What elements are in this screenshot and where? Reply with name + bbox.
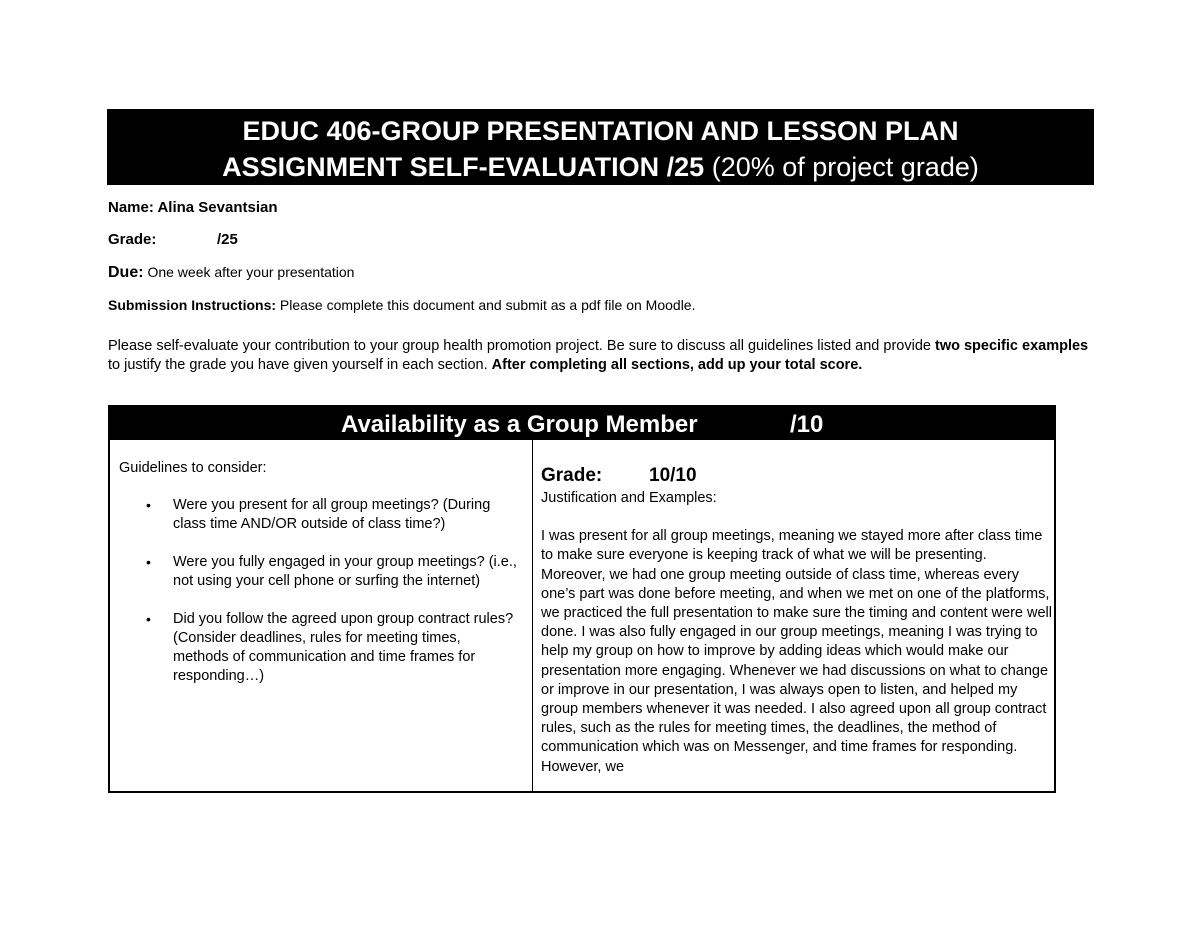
section-header (110, 407, 1054, 440)
grade-row (108, 231, 238, 248)
bullet-icon: • (146, 554, 151, 570)
bullet-icon: • (146, 611, 151, 627)
guideline-text: Did you follow the agreed upon group contract rules? (Consider deadlines, rules for meeting times, methods of communication and time frames for responding…) (173, 611, 514, 684)
due-row (108, 264, 354, 282)
section-score: /10 (790, 411, 824, 438)
section-grade-label: Grade: (541, 465, 603, 486)
list-item (119, 610, 519, 686)
intro-paragraph (108, 337, 1098, 375)
section-title: Availability as a Group Member (341, 411, 698, 438)
title-banner (107, 109, 1094, 185)
title-weight-note: (20% of project grade) (704, 152, 979, 182)
document-title-line1: EDUC 406-GROUP PRESENTATION AND LESSON PLAN (242, 116, 959, 146)
guidelines-column (119, 459, 519, 705)
intro-text-1: Please self-evaluate your contribution to your group health promotion project. Be sure to discuss all guidelines listed and provide (108, 338, 935, 354)
justification-text: I was present for all group meetings, meaning we stayed more after class time to make sure everyone is keeping track of what we will be presenting. Moreover, we had one group meeting outside of class time, whereas every one’s part was done before meeting, and when we met on one of the platforms, we practiced the full presentation to make sure the timing and content were well done. I was also fully engaged in our group meetings, meaning I was trying to help my group on how to improve by adding ideas which would make our presentation more engaging. Whenever we had discussions on what to change or improve in our presentation, I was always open to listen, and helped my group members whenever it was needed. I also agreed upon all group contract rules, such as the rules for meeting times, the deadlines, the method of communication which was on Messenger, and time frames for responding. However, we (541, 528, 1052, 775)
student-name: Name: Alina Sevantsian (108, 199, 278, 216)
guideline-text: Were you fully engaged in your group meetings? (i.e., not using your cell phone or surfing the internet) (173, 554, 517, 589)
due-value: One week after your presentation (143, 264, 355, 280)
section-grade (541, 465, 1053, 487)
list-item (119, 496, 519, 534)
guidelines-heading: Guidelines to consider: (119, 460, 267, 476)
submission-label: Submission Instructions: (108, 297, 277, 313)
document-title-line2 (107, 149, 1094, 185)
guidelines-list (119, 496, 519, 686)
title-bold-part: ASSIGNMENT SELF-EVALUATION /25 (222, 152, 705, 182)
grade-total: /25 (217, 231, 238, 248)
submission-instructions (108, 297, 695, 313)
bullet-icon: • (146, 497, 151, 513)
intro-bold-1: two specific examples (934, 338, 1089, 354)
section-grade-value: 10/10 (649, 465, 697, 486)
intro-text-2: to justify the grade you have given yourself in each section. (108, 357, 492, 373)
submission-value: Please complete this document and submit as a pdf file on Moodle. (276, 297, 696, 313)
grade-label: Grade: (108, 231, 157, 248)
availability-section (108, 405, 1056, 793)
list-item (119, 553, 519, 591)
intro-bold-2: After completing all sections, add up your total score. (491, 357, 863, 373)
justification-column (541, 465, 1053, 779)
justification-label: Justification and Examples: (541, 490, 717, 506)
guideline-text: Were you present for all group meetings? (During class time AND/OR outside of class time?) (173, 497, 491, 532)
column-divider (532, 440, 533, 791)
due-label: Due: (108, 264, 144, 281)
